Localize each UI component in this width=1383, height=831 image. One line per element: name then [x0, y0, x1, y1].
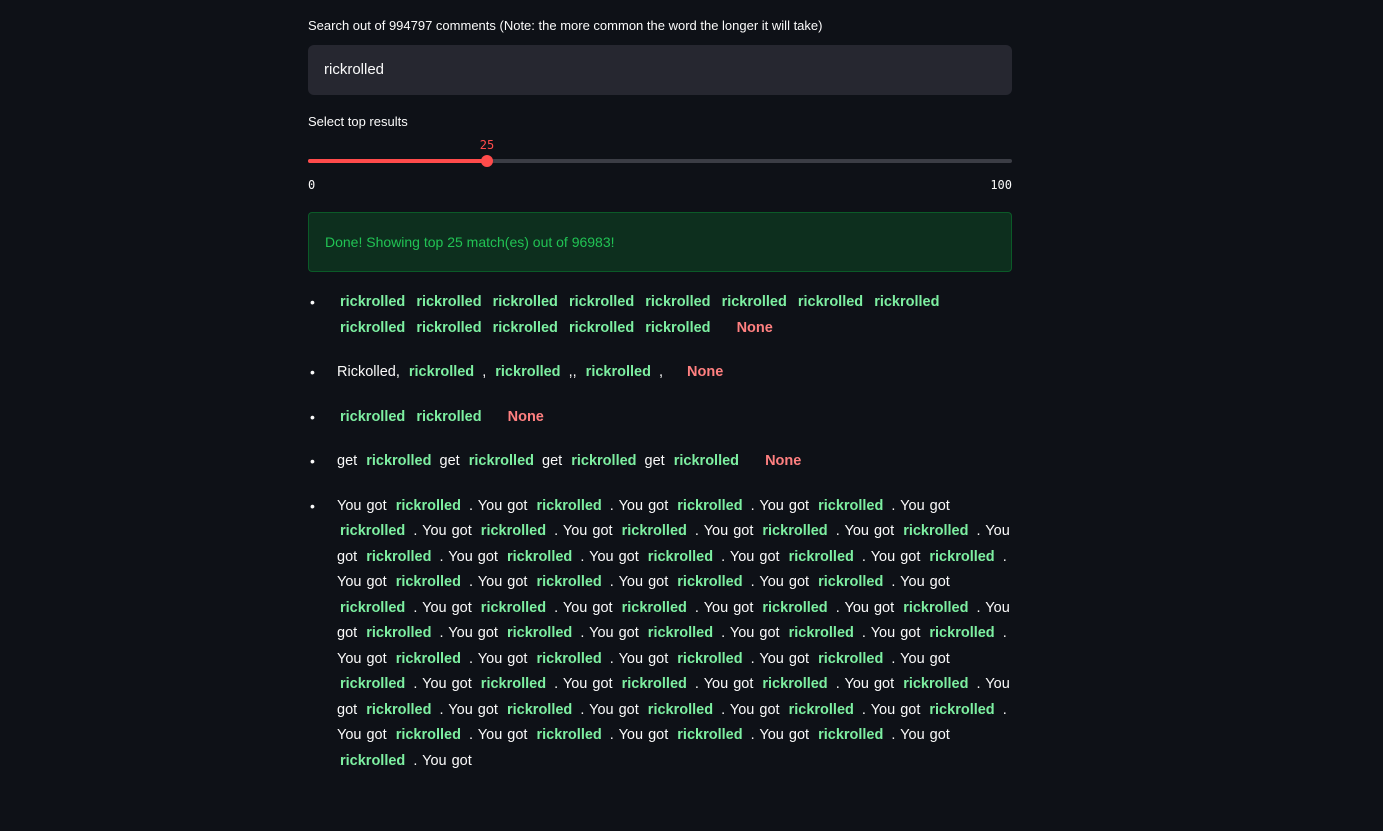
highlighted-match: rickrolled: [903, 523, 969, 539]
highlighted-match: rickrolled: [416, 294, 482, 310]
highlighted-match: rickrolled: [818, 650, 884, 667]
comment-text: . You got: [750, 574, 810, 590]
highlighted-match: rickrolled: [536, 727, 602, 743]
highlighted-match: rickrolled: [408, 364, 475, 380]
search-label: Search out of 994797 comments (Note: the more common the word the longer it will take): [308, 18, 823, 33]
comment-text: . You got: [439, 548, 498, 565]
highlighted-match: rickrolled: [677, 727, 743, 743]
comment-text: . You got: [861, 548, 921, 565]
slider-value: 25: [479, 138, 495, 152]
comment-text: . You got: [835, 599, 895, 616]
highlighted-match: rickrolled: [340, 294, 406, 310]
highlighted-match: rickrolled: [818, 727, 884, 743]
highlighted-match: rickrolled: [366, 453, 432, 469]
slider-min: 0: [308, 178, 316, 192]
comment-text: . You got: [337, 701, 1007, 743]
comment-text: . You got: [469, 727, 528, 743]
comment-text: . You got: [439, 701, 498, 718]
highlighted-match: rickrolled: [395, 497, 461, 514]
comment-text: . You got: [609, 574, 669, 590]
highlighted-match: rickrolled: [468, 453, 534, 469]
comment-text: . You got: [609, 650, 669, 667]
comment-text: . You got: [413, 523, 472, 539]
comment-text: . You got: [580, 701, 639, 718]
search-input[interactable]: [308, 45, 1012, 95]
comment-text: . You got: [694, 599, 754, 616]
comment-text: . You got: [413, 752, 472, 769]
highlighted-match: rickrolled: [621, 523, 687, 539]
comment-text: . You got: [750, 650, 810, 667]
bullet-icon: •: [310, 408, 315, 425]
result-item: [308, 405, 1012, 431]
bullet-icon: •: [310, 453, 315, 469]
comment-text: . You got: [337, 523, 1010, 565]
highlighted-match: rickrolled: [416, 319, 482, 336]
highlighted-match: rickrolled: [492, 319, 558, 336]
highlighted-match: rickrolled: [762, 599, 828, 616]
comment-text: . You got: [469, 574, 528, 590]
highlighted-match: rickrolled: [645, 319, 711, 336]
comment-text: get: [644, 453, 665, 469]
highlighted-match: rickrolled: [340, 408, 406, 425]
comment-text: get: [542, 453, 563, 469]
highlighted-match: rickrolled: [788, 625, 854, 641]
highlighted-match: rickrolled: [340, 752, 406, 769]
highlighted-match: rickrolled: [366, 548, 432, 565]
highlighted-match: rickrolled: [480, 599, 547, 616]
result-item: [308, 360, 1012, 386]
comment-text: You got: [337, 497, 387, 514]
highlighted-match: rickrolled: [507, 548, 573, 565]
comment-text: get: [439, 453, 460, 469]
comment-text: ,,: [568, 364, 577, 380]
comment-text: . You got: [861, 701, 921, 718]
highlighted-match: rickrolled: [788, 548, 854, 565]
comment-text: . You got: [721, 701, 780, 718]
highlighted-match: rickrolled: [762, 523, 828, 539]
none-label: None: [687, 364, 724, 380]
success-message: Done! Showing top 25 match(es) out of 96983!: [325, 234, 615, 250]
highlighted-match: rickrolled: [929, 625, 995, 641]
highlighted-match: rickrolled: [585, 364, 651, 380]
highlighted-match: rickrolled: [495, 364, 561, 380]
comment-text: . You got: [337, 625, 1007, 667]
highlighted-match: rickrolled: [677, 497, 743, 514]
highlighted-match: rickrolled: [647, 548, 714, 565]
comment-text: . You got: [891, 650, 950, 667]
comment-text: . You got: [554, 523, 613, 539]
comment-text: . You got: [337, 676, 1010, 718]
comment-text: ,: [482, 364, 487, 380]
highlighted-match: rickrolled: [621, 599, 687, 616]
comment-text: . You got: [891, 497, 950, 514]
slider-thumb[interactable]: [481, 155, 493, 167]
highlighted-match: rickrolled: [480, 676, 547, 692]
highlighted-match: rickrolled: [366, 625, 432, 641]
comment-text: . You got: [469, 497, 528, 514]
bullet-icon: •: [310, 364, 315, 380]
highlighted-match: rickrolled: [647, 625, 714, 641]
highlighted-match: rickrolled: [395, 650, 461, 667]
highlighted-match: rickrolled: [673, 453, 740, 469]
comment-text: get: [337, 453, 358, 469]
highlighted-match: rickrolled: [721, 294, 787, 310]
highlighted-match: rickrolled: [416, 408, 482, 425]
highlighted-match: rickrolled: [536, 650, 602, 667]
highlighted-match: rickrolled: [571, 453, 637, 469]
success-alert: [308, 212, 1012, 272]
highlighted-match: rickrolled: [568, 294, 635, 310]
highlighted-match: rickrolled: [340, 676, 406, 692]
highlighted-match: rickrolled: [340, 523, 406, 539]
comment-text: . You got: [580, 548, 639, 565]
comment-text: Rickolled,: [337, 364, 400, 380]
comment-text: . You got: [694, 676, 754, 692]
highlighted-match: rickrolled: [903, 676, 969, 692]
slider-fill: [308, 159, 487, 163]
comment-text: . You got: [469, 650, 528, 667]
comment-text: . You got: [337, 548, 1007, 590]
highlighted-match: rickrolled: [536, 574, 602, 590]
highlighted-match: rickrolled: [818, 497, 884, 514]
highlighted-match: rickrolled: [929, 548, 995, 565]
comment-text: . You got: [413, 599, 472, 616]
highlighted-match: rickrolled: [797, 294, 864, 310]
comment-text: ,: [658, 364, 664, 380]
highlighted-match: rickrolled: [395, 574, 461, 590]
comment-text: . You got: [609, 497, 669, 514]
highlighted-match: rickrolled: [366, 701, 432, 718]
bullet-icon: •: [310, 294, 315, 310]
highlighted-match: rickrolled: [480, 523, 547, 539]
comment-text: . You got: [835, 676, 895, 692]
highlighted-match: rickrolled: [929, 701, 995, 718]
comment-text: . You got: [554, 676, 613, 692]
highlighted-match: rickrolled: [568, 319, 635, 336]
none-label: None: [736, 319, 773, 336]
highlighted-match: rickrolled: [677, 574, 743, 590]
highlighted-match: rickrolled: [818, 574, 884, 590]
comment-text: . You got: [861, 625, 921, 641]
slider-label: Select top results: [308, 114, 408, 129]
comment-text: . You got: [891, 574, 950, 590]
highlighted-match: rickrolled: [507, 625, 573, 641]
highlighted-match: rickrolled: [492, 294, 558, 310]
highlighted-match: rickrolled: [340, 319, 406, 336]
comment-text: . You got: [413, 676, 472, 692]
comment-text: . You got: [750, 497, 810, 514]
comment-text: . You got: [721, 548, 780, 565]
result-item: [308, 494, 1012, 775]
comment-text: . You got: [891, 727, 950, 743]
comment-text: . You got: [694, 523, 754, 539]
slider-max: 100: [990, 178, 1012, 192]
highlighted-match: rickrolled: [762, 676, 828, 692]
comment-text: . You got: [337, 599, 1010, 641]
highlighted-match: rickrolled: [788, 701, 854, 718]
result-item: [308, 449, 1012, 475]
highlighted-match: rickrolled: [395, 727, 461, 743]
results-list: [308, 290, 1012, 793]
slider-track[interactable]: [308, 159, 1012, 163]
comment-text: . You got: [750, 727, 810, 743]
comment-text: . You got: [609, 727, 669, 743]
highlighted-match: rickrolled: [645, 294, 711, 310]
highlighted-match: rickrolled: [903, 599, 969, 616]
highlighted-match: rickrolled: [507, 701, 573, 718]
bullet-icon: •: [310, 497, 315, 514]
comment-text: . You got: [835, 523, 895, 539]
none-label: None: [765, 453, 802, 469]
comment-text: . You got: [721, 625, 780, 641]
comment-text: . You got: [580, 625, 639, 641]
none-label: None: [507, 408, 544, 425]
result-item: [308, 290, 1012, 341]
highlighted-match: rickrolled: [874, 294, 940, 310]
highlighted-match: rickrolled: [677, 650, 743, 667]
highlighted-match: rickrolled: [647, 701, 714, 718]
comment-text: . You got: [554, 599, 613, 616]
comment-text: . You got: [439, 625, 498, 641]
highlighted-match: rickrolled: [536, 497, 602, 514]
highlighted-match: rickrolled: [340, 599, 406, 616]
highlighted-match: rickrolled: [621, 676, 687, 692]
